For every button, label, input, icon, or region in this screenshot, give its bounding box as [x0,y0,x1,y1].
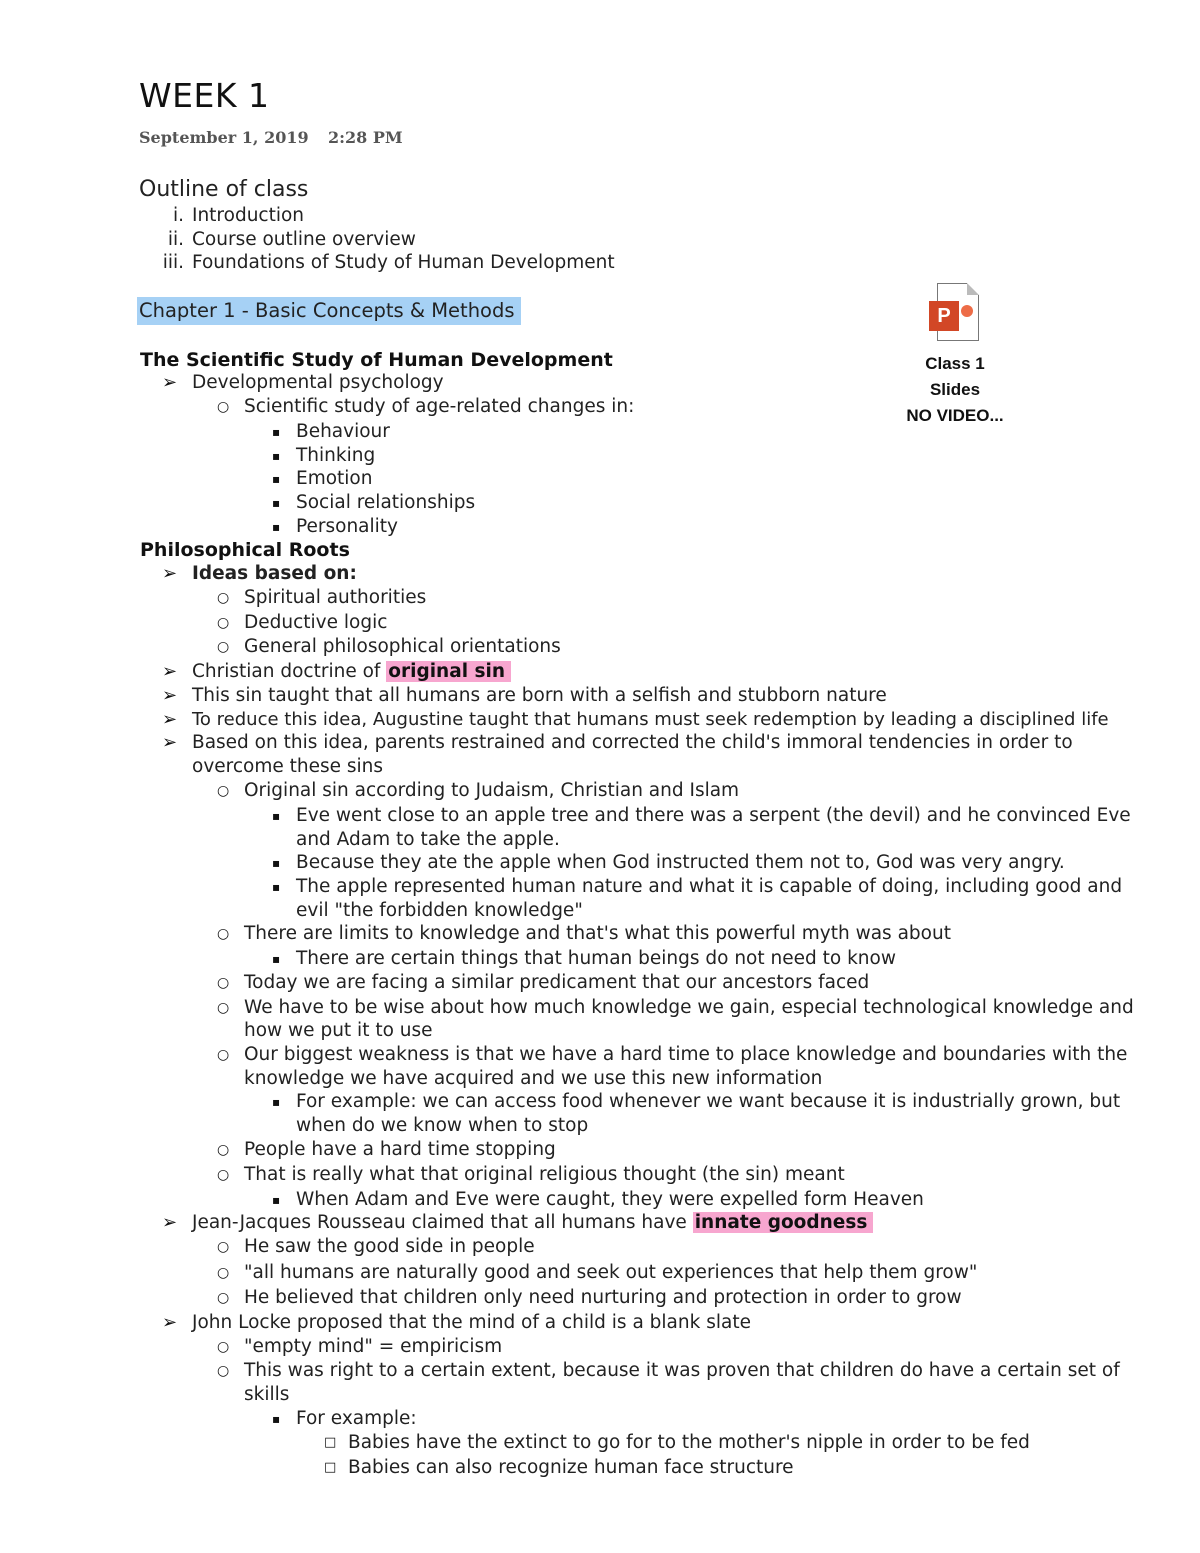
bullet-text: We have to be wise about how much knowledge we gain, especial technological knowledge and [244,997,1134,1018]
outline-item: Course outline overview [192,229,416,250]
bullet-text: Babies have the extinct to go for to the mother's nipple in order to be fed [348,1432,1030,1453]
outline-item: Introduction [192,205,305,226]
bullet-text: For example: [296,1408,417,1429]
circle-bullet-icon: ○ [217,975,230,991]
bullet-text-cont: how we put it to use [244,1020,433,1041]
arrow-bullet-icon: ➢ [162,661,178,682]
outline-heading: Outline of class [139,177,309,202]
bullet-text: That is really what that original religious thought (the sin) meant [244,1164,845,1185]
bullet-text: Christian doctrine of [192,661,387,682]
bullet-text: Social relationships [296,492,476,513]
bullet-text: Personality [296,516,398,537]
bullet-text: Because they ate the apple when God instructed them not to, God was very angry. [296,852,1065,873]
hollow-square-bullet-icon: □ [324,1460,337,1475]
arrow-bullet-icon: ➢ [162,709,178,730]
page-date: September 1, 2019 [139,128,309,147]
circle-bullet-icon: ○ [217,926,230,942]
bullet-text-with-highlight [192,660,511,684]
bullet-text: "all humans are naturally good and seek out experiences that help them grow" [244,1262,978,1283]
arrow-bullet-icon: ➢ [162,563,178,584]
arrow-bullet-icon: ➢ [162,1312,178,1333]
bullet-text: Ideas based on: [192,563,357,584]
bullet-text-with-highlight [192,1211,873,1235]
bullet-text: Scientific study of age-related changes in: [244,396,635,417]
square-bullet-icon: ▪ [272,952,281,966]
chapter-heading: Chapter 1 - Basic Concepts & Methods [137,297,521,325]
circle-bullet-icon: ○ [217,399,230,415]
circle-bullet-icon: ○ [217,1167,230,1183]
arrow-bullet-icon: ➢ [162,372,178,393]
circle-bullet-icon: ○ [217,615,230,631]
circle-bullet-icon: ○ [217,1239,230,1255]
square-bullet-icon: ▪ [272,856,281,870]
bullet-text: "empty mind" = empiricism [244,1336,503,1357]
attachment-sublabel: NO VIDEO... [906,406,1004,425]
arrow-bullet-icon: ➢ [162,732,178,753]
square-bullet-icon: ▪ [272,520,281,534]
bullet-text: Developmental psychology [192,372,444,393]
circle-bullet-icon: ○ [217,1363,230,1379]
square-bullet-icon: ▪ [272,880,281,894]
attachment-ppt[interactable] [900,283,1010,429]
bullet-text: This was right to a certain extent, because it was proven that children do have a certain set of [244,1360,1120,1381]
square-bullet-icon: ▪ [272,496,281,510]
bullet-text: Today we are facing a similar predicament that our ancestors faced [244,972,870,993]
square-bullet-icon: ▪ [272,449,281,463]
bullet-text: This sin taught that all humans are born with a selfish and stubborn nature [192,685,887,706]
section-heading: Philosophical Roots [140,539,350,561]
page-time: 2:28 PM [328,128,403,147]
square-bullet-icon: ▪ [272,472,281,486]
bullet-text: Behaviour [296,421,390,442]
bullet-text: Spiritual authorities [244,587,427,608]
circle-bullet-icon: ○ [217,1339,230,1355]
outline-number: i. [172,205,184,226]
bullet-text: Emotion [296,468,373,489]
bullet-text: The apple represented human nature and what it is capable of doing, including good and [296,876,1123,897]
attachment-label: Class 1 Slides [925,354,985,399]
square-bullet-icon: ▪ [272,1095,281,1109]
hollow-square-bullet-icon: □ [324,1435,337,1450]
page-title: WEEK 1 [139,76,270,115]
bullet-text: Eve went close to an apple tree and there was a serpent (the devil) and he convinced Eve [296,805,1131,826]
bullet-text: When Adam and Eve were caught, they were expelled form Heaven [296,1189,924,1210]
bullet-text: People have a hard time stopping [244,1139,556,1160]
bullet-text: Deductive logic [244,612,388,633]
bullet-text-cont: and Adam to take the apple. [296,829,560,850]
bullet-text-cont: knowledge we have acquired and we use this new information [244,1068,823,1089]
circle-bullet-icon: ○ [217,1047,230,1063]
circle-bullet-icon: ○ [217,1000,230,1016]
outline-number: iii. [162,252,184,273]
bullet-text: John Locke proposed that the mind of a child is a blank slate [192,1312,751,1333]
bullet-text-cont: when do we know when to stop [296,1115,589,1136]
circle-bullet-icon: ○ [217,1265,230,1281]
outline-number: ii. [167,229,184,250]
bullet-text: Jean-Jacques Rousseau claimed that all humans have [192,1212,693,1233]
circle-bullet-icon: ○ [217,1142,230,1158]
highlight-term: innate goodness [693,1212,874,1233]
circle-bullet-icon: ○ [217,1290,230,1306]
bullet-text: There are certain things that human beings do not need to know [296,948,896,969]
powerpoint-file-icon: P [929,283,981,343]
square-bullet-icon: ▪ [272,809,281,823]
bullet-text-cont: overcome these sins [192,756,384,777]
bullet-text-cont: skills [244,1384,290,1405]
bullet-text: Thinking [296,445,376,466]
bullet-text: Babies can also recognize human face structure [348,1457,794,1478]
bullet-text: To reduce this idea, Augustine taught that humans must seek redemption by leading a disciplined life [192,709,1109,730]
arrow-bullet-icon: ➢ [162,1212,178,1233]
section-heading: The Scientific Study of Human Development [140,349,613,371]
bullet-text: He believed that children only need nurturing and protection in order to grow [244,1287,962,1308]
bullet-text-cont: evil "the forbidden knowledge" [296,900,583,921]
bullet-text: Based on this idea, parents restrained and corrected the child's immoral tendencies in order to [192,732,1073,753]
bullet-text: For example: we can access food whenever we want because it is industrially grown, but [296,1091,1121,1112]
square-bullet-icon: ▪ [272,1412,281,1426]
circle-bullet-icon: ○ [217,783,230,799]
arrow-bullet-icon: ➢ [162,685,178,706]
square-bullet-icon: ▪ [272,425,281,439]
bullet-text: Original sin according to Judaism, Christian and Islam [244,780,740,801]
circle-bullet-icon: ○ [217,590,230,606]
bullet-text: General philosophical orientations [244,636,561,657]
circle-bullet-icon: ○ [217,639,230,655]
bullet-text: There are limits to knowledge and that's what this powerful myth was about [244,923,951,944]
highlight-term: original sin [386,661,511,682]
bullet-text: He saw the good side in people [244,1236,535,1257]
square-bullet-icon: ▪ [272,1193,281,1207]
outline-item: Foundations of Study of Human Development [192,252,615,273]
bullet-text: Our biggest weakness is that we have a hard time to place knowledge and boundaries with the [244,1044,1128,1065]
